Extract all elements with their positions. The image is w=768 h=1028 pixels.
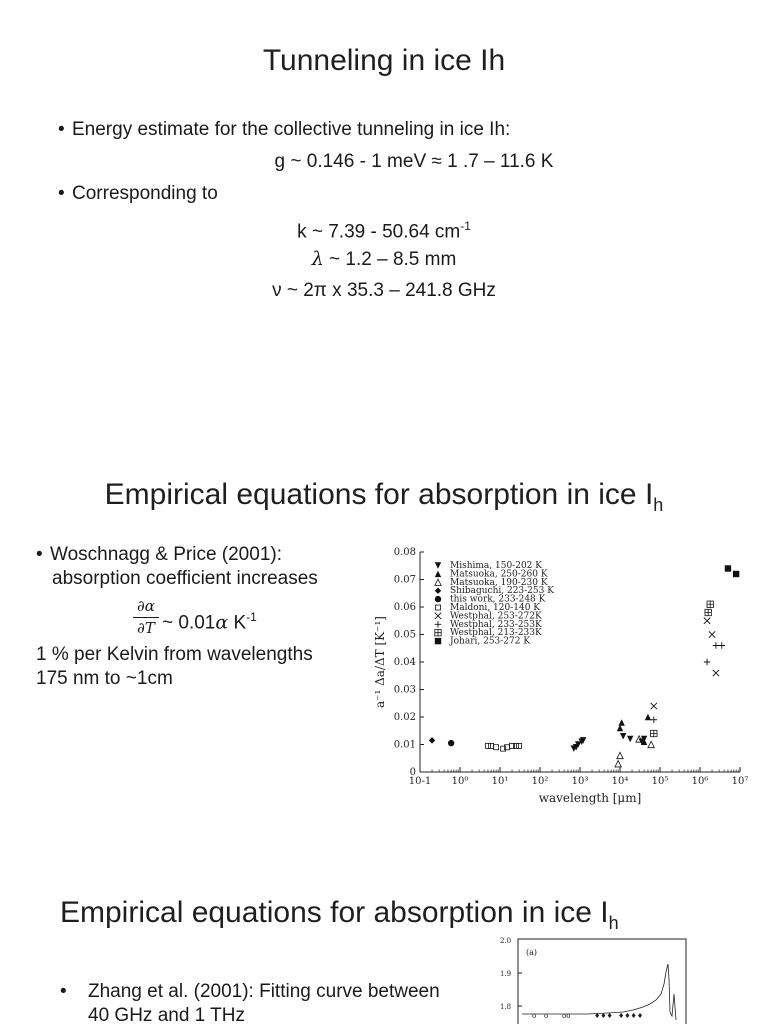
x-tick-label: 10⁶ bbox=[691, 776, 709, 787]
legend-marker bbox=[435, 638, 441, 644]
legend-entry: Matsuoka, 190-230 K bbox=[450, 577, 548, 588]
data-point bbox=[713, 670, 719, 676]
fraction-denominator: ∂T bbox=[137, 619, 155, 637]
slide1-eq-nu: ν ~ 2π x 35.3 – 241.8 GHz bbox=[272, 280, 496, 301]
y-tick-label: 0.06 bbox=[393, 602, 416, 613]
mini-marker: ♦♦♦ bbox=[594, 1012, 613, 1020]
slide2-line4: 175 nm to ~1cm bbox=[36, 668, 173, 689]
slide3-title-text: Empirical equations for absorption in ice I bbox=[60, 896, 609, 929]
data-point bbox=[485, 743, 490, 748]
slide3-title bbox=[60, 896, 619, 934]
legend-entry: Johari, 253-272 K bbox=[450, 636, 531, 647]
bullet-dot-icon: • bbox=[60, 981, 67, 1002]
y-tick-label: 0.08 bbox=[393, 547, 416, 558]
data-point bbox=[618, 719, 624, 725]
slide1-bullet-1-text: Energy estimate for the collective tunneling in ice Ih: bbox=[72, 119, 511, 140]
data-point bbox=[725, 565, 731, 571]
mini-marker: ♦♦♦♦ bbox=[618, 1012, 644, 1020]
legend-marker bbox=[435, 613, 441, 619]
data-point bbox=[645, 714, 651, 720]
data-point bbox=[489, 743, 494, 748]
data-point bbox=[648, 741, 654, 747]
slide2-eq-unit-sup: -1 bbox=[246, 610, 257, 624]
data-point bbox=[448, 740, 454, 746]
legend-entry: Matsuoka, 250-260 K bbox=[450, 569, 548, 580]
slide3-bullet-1-line2: 40 GHz and 1 THz bbox=[88, 1005, 246, 1026]
fraction-bar bbox=[133, 617, 159, 618]
data-point bbox=[733, 571, 739, 577]
data-point bbox=[617, 752, 623, 758]
data-point bbox=[709, 631, 715, 637]
y-tick-label: 0.04 bbox=[393, 657, 416, 668]
mini-marker: oo bbox=[562, 1012, 571, 1020]
x-tick-label: 10⁴ bbox=[611, 776, 629, 787]
slide2-bullet-1-line2: absorption coefficient increases bbox=[52, 568, 318, 589]
legend-marker bbox=[436, 605, 441, 610]
slide2-title-text: Empirical equations for absorption in ice I bbox=[104, 478, 654, 511]
data-point bbox=[651, 703, 657, 709]
data-point bbox=[651, 730, 657, 736]
slide1-bullet-2-text: Corresponding to bbox=[72, 183, 218, 204]
bullet-dot-icon: • bbox=[58, 119, 65, 140]
y-tick-label: 0.03 bbox=[393, 684, 416, 696]
slide1-eq-g: g ~ 0.146 - 1 meV ≈ 1 .7 – 11.6 K bbox=[274, 151, 554, 172]
y-axis-label: a⁻¹ Δa/ΔT [K⁻¹] bbox=[373, 616, 387, 708]
data-point bbox=[615, 761, 621, 767]
y-tick-label: 0 bbox=[409, 767, 416, 778]
data-point bbox=[719, 642, 725, 648]
legend-entry: Westphal, 233-253K bbox=[450, 619, 542, 630]
x-tick-label: 10-1 bbox=[408, 776, 432, 787]
slide1-eq-k-sup: -1 bbox=[460, 219, 471, 233]
data-point bbox=[620, 733, 626, 739]
slide1-bullet-1 bbox=[58, 118, 510, 142]
mini-marker: o bbox=[544, 1012, 549, 1020]
mini-marker: o bbox=[532, 1012, 537, 1020]
lambda-symbol: λ bbox=[311, 248, 324, 270]
data-point bbox=[704, 659, 710, 665]
data-point bbox=[494, 745, 499, 750]
slide3-title-sub: h bbox=[608, 913, 619, 933]
x-tick-label: 10⁵ bbox=[651, 776, 669, 787]
data-point bbox=[627, 736, 633, 742]
data-point bbox=[651, 717, 657, 723]
legend-entry: this work, 233-248 K bbox=[450, 594, 546, 605]
slide2-bullet-1 bbox=[36, 543, 282, 567]
mini-figure bbox=[498, 934, 698, 1024]
legend-entry: Mishima, 150-202 K bbox=[450, 561, 542, 571]
slide1-eq-lambda-text: ~ 1.2 – 8.5 mm bbox=[323, 249, 457, 270]
legend-marker bbox=[435, 596, 441, 602]
y-tick-label: 0.07 bbox=[393, 574, 416, 586]
slide1-eq-k-text: k ~ 7.39 - 50.64 cm bbox=[297, 221, 461, 243]
data-point bbox=[704, 618, 710, 624]
bullet-dot-icon: • bbox=[58, 183, 65, 204]
legend-entry: Westphal, 213-233K bbox=[450, 628, 542, 639]
legend-marker bbox=[435, 621, 441, 627]
x-tick-label: 10¹ bbox=[491, 776, 509, 787]
x-tick-label: 10³ bbox=[571, 776, 589, 787]
x-tick-label: 10² bbox=[531, 776, 549, 787]
slide3-bullet-1-line1: Zhang et al. (2001): Fitting curve between bbox=[88, 981, 440, 1002]
x-axis-label: wavelength [μm] bbox=[538, 791, 642, 805]
mini-ytick-1: 2.0 bbox=[500, 937, 512, 945]
slide3-bullet-1 bbox=[60, 980, 440, 1004]
slide2-title bbox=[0, 478, 768, 516]
mini-figure-label: (a) bbox=[526, 948, 538, 957]
slide1-title: Tunneling in ice Ih bbox=[262, 44, 506, 77]
alpha-symbol: α bbox=[215, 611, 229, 634]
legend-entry: Shibaguchi, 223-253 K bbox=[450, 586, 554, 597]
mini-ytick-2: 1.9 bbox=[500, 970, 512, 978]
legend-marker bbox=[435, 630, 441, 636]
legend-entry: Maldoni, 120-140 K bbox=[450, 603, 541, 613]
slide2-eq-unit: K bbox=[228, 612, 247, 634]
data-point bbox=[517, 743, 522, 748]
legend-entry: Westphal, 253-272K bbox=[450, 611, 542, 622]
y-tick-label: 0.01 bbox=[393, 739, 416, 751]
slide2-bullet-1-line1: Woschnagg & Price (2001): bbox=[50, 544, 282, 565]
fraction-numerator: ∂α bbox=[137, 597, 155, 615]
x-tick-label: 10⁰ bbox=[451, 776, 469, 787]
mini-markers bbox=[532, 1012, 643, 1020]
data-point bbox=[707, 601, 713, 607]
mini-ytick-3: 1.8 bbox=[500, 1003, 512, 1011]
slide1-bullet-2 bbox=[58, 182, 218, 206]
slide2-line3: 1 % per Kelvin from wavelengths bbox=[36, 644, 313, 665]
slide2-eq-approx: ~ 0.01 bbox=[162, 612, 216, 634]
slide2-eq-rest bbox=[162, 605, 257, 635]
legend-marker bbox=[435, 562, 441, 568]
absorption-chart bbox=[370, 540, 750, 810]
slide2-title-sub: h bbox=[653, 495, 664, 515]
y-tick-label: 0.02 bbox=[393, 712, 416, 723]
x-tick-label: 10⁷ bbox=[731, 776, 749, 787]
bullet-dot-icon: • bbox=[36, 544, 43, 565]
data-point bbox=[429, 737, 435, 743]
slide1-eq-k bbox=[0, 214, 768, 244]
data-point bbox=[713, 642, 719, 648]
slide1-eq-lambda bbox=[0, 247, 768, 272]
data-point bbox=[705, 609, 711, 615]
data-point bbox=[617, 725, 623, 731]
legend-marker bbox=[435, 588, 441, 594]
y-tick-label: 0.05 bbox=[393, 629, 416, 641]
legend-marker bbox=[435, 571, 441, 577]
legend-marker bbox=[435, 579, 441, 585]
